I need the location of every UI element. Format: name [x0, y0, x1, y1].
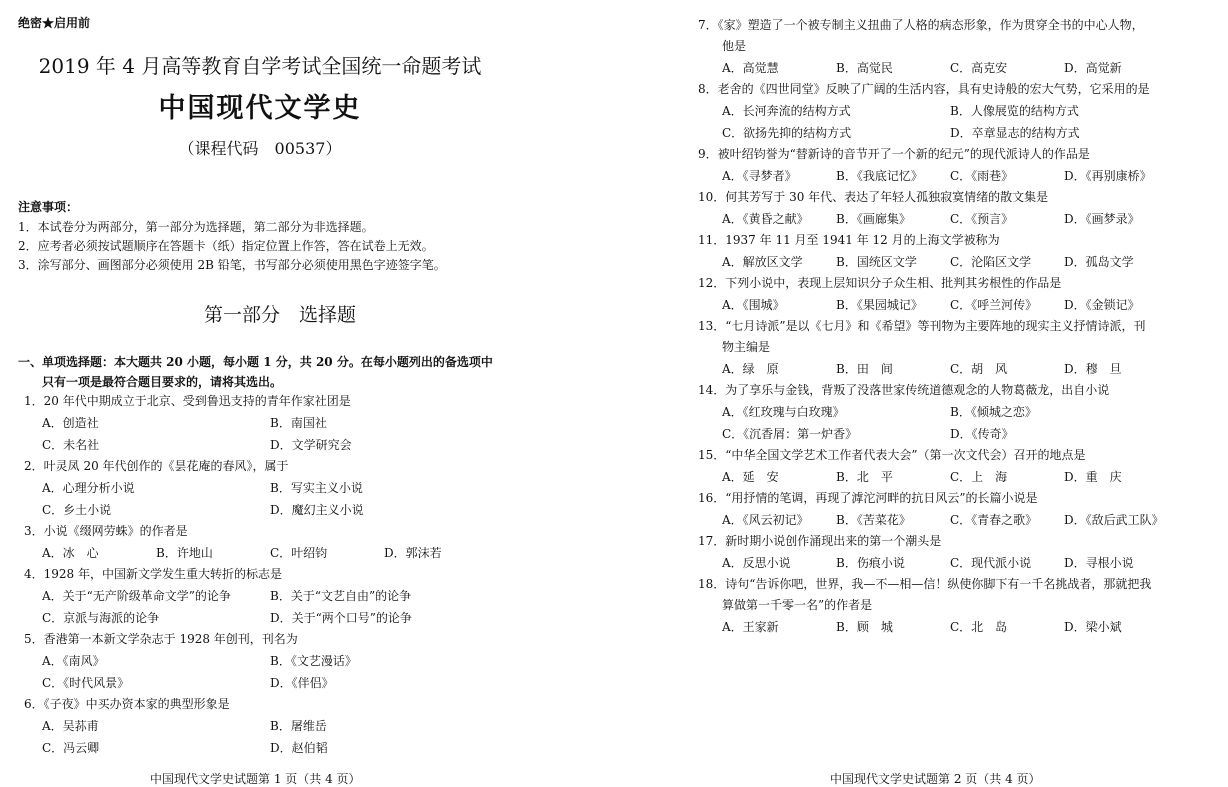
answer-option[interactable]: B．《我底记忆》 — [836, 169, 923, 183]
answer-option[interactable]: B．屠维岳 — [270, 719, 327, 733]
answer-option[interactable]: A．冰 心 — [42, 546, 99, 560]
answer-option[interactable]: B．顾 城 — [836, 620, 893, 634]
notes-list — [18, 218, 446, 275]
option-row — [698, 509, 1228, 531]
answer-option[interactable]: A．《围城》 — [722, 298, 785, 312]
question-stem: 16．“用抒情的笔调，再现了滹沱河畔的抗日风云”的长篇小说是 — [698, 491, 1038, 505]
answer-option[interactable]: D．《再别康桥》 — [1064, 169, 1152, 183]
answer-option[interactable]: C．高克安 — [950, 61, 1008, 75]
question-stem-continuation: 物主编是 — [722, 340, 771, 354]
answer-option[interactable]: C．欲扬先抑的结构方式 — [722, 126, 852, 140]
answer-option[interactable]: C．《雨巷》 — [950, 169, 1014, 183]
answer-option[interactable]: D．郭沫若 — [384, 546, 442, 560]
option-row — [698, 165, 1228, 187]
option-row — [698, 552, 1228, 574]
option-row — [24, 434, 544, 456]
section-heading — [18, 352, 518, 392]
option-row — [24, 715, 544, 737]
answer-option[interactable]: C．《沉香屑：第一炉香》 — [722, 427, 858, 441]
option-row — [24, 477, 544, 499]
answer-option[interactable]: D．梁小斌 — [1064, 620, 1122, 634]
option-row — [698, 358, 1228, 380]
answer-option[interactable]: A．《风云初记》 — [722, 513, 809, 527]
answer-option[interactable]: D．穆 旦 — [1064, 362, 1122, 376]
subject-title: 中国现代文学史 — [158, 93, 362, 124]
answer-option[interactable]: A．延 安 — [722, 470, 779, 484]
section-heading-line: 一、单项选择题：本大题共 20 小题，每小题 1 分，共 20 分。在每小题列出的备选项中 — [18, 355, 493, 369]
question-stem-continuation: 他是 — [722, 39, 747, 53]
right-page — [690, 0, 1228, 786]
answer-option[interactable]: D．寻根小说 — [1064, 556, 1134, 570]
answer-option[interactable]: C．京派与海派的论争 — [42, 611, 160, 625]
answer-option[interactable]: D．赵伯韬 — [270, 741, 328, 755]
option-row — [698, 423, 1228, 445]
option-row — [698, 401, 1228, 423]
part-title: 第一部分 选择题 — [203, 304, 356, 326]
page-footer: 中国现代文学史试题第 1 页（共 4 页） — [150, 772, 361, 786]
option-row — [698, 251, 1228, 273]
answer-option[interactable]: B．南国社 — [270, 416, 327, 430]
question-stem: 18．诗句“告诉你吧，世界，我—不—相—信！纵使你脚下有一千名挑战者，那就把我 — [698, 577, 1152, 591]
option-row — [698, 122, 1228, 144]
note-item: 1．本试卷分为两部分，第一部分为选择题，第二部分为非选择题。 — [18, 220, 374, 234]
question-stem: 8．老舍的《四世同堂》反映了广阔的生活内容，具有史诗般的宏大气势，它采用的是 — [698, 82, 1150, 96]
answer-option[interactable]: D．《金锁记》 — [1064, 298, 1140, 312]
question-list-left — [24, 391, 544, 759]
question-stem: 7．《家》塑造了一个被专制主义扭曲了人格的病态形象，作为贯穿全书的中心人物， — [698, 18, 1144, 32]
answer-option[interactable]: B．《画廊集》 — [836, 212, 911, 226]
answer-option[interactable]: A．王家新 — [722, 620, 779, 634]
answer-option[interactable]: C．上 海 — [950, 470, 1008, 484]
question-stem: 11．1937 年 11 月至 1941 年 12 月的上海文学被称为 — [698, 233, 1000, 247]
option-row — [24, 499, 544, 521]
answer-option[interactable]: A．《南风》 — [42, 654, 105, 668]
answer-option[interactable]: A．创造社 — [42, 416, 99, 430]
answer-option[interactable]: B．《文艺漫话》 — [270, 654, 357, 668]
question-stem: 15．“中华全国文学艺术工作者代表大会”（第一次文代会）召开的地点是 — [698, 448, 1086, 462]
option-row — [698, 466, 1228, 488]
answer-option[interactable]: C．北 岛 — [950, 620, 1008, 634]
question-stem: 6．《子夜》中买办资本家的典型形象是 — [24, 697, 230, 711]
question-stem: 13．“七月诗派”是以《七月》和《希望》等刊物为主要阵地的现实主义抒情诗派，刊 — [698, 319, 1146, 333]
question-list-right — [698, 15, 1228, 638]
answer-option[interactable]: D．卒章显志的结构方式 — [950, 126, 1080, 140]
question-stem: 1．20 年代中期成立于北京、受到鲁迅支持的青年作家社团是 — [24, 394, 351, 408]
note-item: 3．涂写部分、画图部分必须使用 2B 铅笔，书写部分必须使用黑色字迹签字笔。 — [18, 258, 446, 272]
answer-option[interactable]: D．重 庆 — [1064, 470, 1122, 484]
note-item: 2．应考者必须按试题顺序在答题卡（纸）指定位置上作答，答在试卷上无效。 — [18, 239, 434, 253]
answer-option[interactable]: D．文学研究会 — [270, 438, 352, 452]
answer-option[interactable]: A．反思小说 — [722, 556, 791, 570]
answer-option[interactable]: C．《呼兰河传》 — [950, 298, 1038, 312]
option-row — [698, 294, 1228, 316]
answer-option[interactable]: B．高觉民 — [836, 61, 893, 75]
question-stem-continuation: 算做第一千零一名”的作者是 — [722, 598, 873, 612]
answer-option[interactable]: C．现代派小说 — [950, 556, 1032, 570]
notes-title: 注意事项： — [18, 200, 79, 214]
exam-title: 2019 年 4 月高等教育自学考试全国统一命题考试 — [38, 54, 482, 78]
answer-option[interactable]: B．写实主义小说 — [270, 481, 363, 495]
answer-option[interactable]: A．绿 原 — [722, 362, 779, 376]
question-stem: 10．何其芳写于 30 年代、表达了年轻人孤独寂寞情绪的散文集是 — [698, 190, 1049, 204]
answer-option[interactable]: A．长河奔流的结构方式 — [722, 104, 851, 118]
option-row — [24, 412, 544, 434]
answer-option[interactable]: A．《红玫瑰与白玫瑰》 — [722, 405, 845, 419]
answer-option[interactable]: C．未名社 — [42, 438, 100, 452]
answer-option[interactable]: D．《伴侣》 — [270, 676, 334, 690]
answer-option[interactable]: C．胡 风 — [950, 362, 1008, 376]
answer-option[interactable]: A．心理分析小说 — [42, 481, 135, 495]
answer-option[interactable]: B．人像展览的结构方式 — [950, 104, 1079, 118]
option-row — [698, 208, 1228, 230]
answer-option[interactable]: B．《苦菜花》 — [836, 513, 911, 527]
answer-option[interactable]: B．关于“文艺自由”的论争 — [270, 589, 412, 603]
answer-option[interactable]: D．《画梦录》 — [1064, 212, 1140, 226]
option-row — [24, 585, 544, 607]
section-heading-line: 只有一项是最符合题目要求的，请将其选出。 — [42, 375, 283, 389]
answer-option[interactable]: D．魔幻主义小说 — [270, 503, 364, 517]
left-page — [0, 0, 560, 786]
option-row — [698, 616, 1228, 638]
answer-option[interactable]: C．《预言》 — [950, 212, 1014, 226]
answer-option[interactable]: B．国统区文学 — [836, 255, 917, 269]
question-stem: 5．香港第一本新文学杂志于 1928 年创刊，刊名为 — [24, 632, 298, 646]
answer-option[interactable]: D．《传奇》 — [950, 427, 1014, 441]
answer-option[interactable]: D．高觉新 — [1064, 61, 1122, 75]
answer-option[interactable]: B．《果园城记》 — [836, 298, 923, 312]
answer-option[interactable]: A．解放区文学 — [722, 255, 803, 269]
question-stem: 9．被叶绍钧誉为“替新诗的音节开了一个新的纪元”的现代派诗人的作品是 — [698, 147, 1090, 161]
answer-option[interactable]: A．《寻梦者》 — [722, 169, 797, 183]
question-stem: 14．为了享乐与金钱，背叛了没落世家传统道德观念的人物葛薇龙，出自小说 — [698, 383, 1110, 397]
answer-option[interactable]: A．《黄昏之献》 — [722, 212, 809, 226]
option-row — [24, 737, 544, 759]
question-stem: 12．下列小说中，表现上层知识分子众生相、批判其劣根性的作品是 — [698, 276, 1062, 290]
option-row — [24, 542, 544, 564]
option-row — [698, 57, 1228, 79]
page-footer: 中国现代文学史试题第 2 页（共 4 页） — [830, 772, 1041, 786]
option-row — [24, 650, 544, 672]
answer-option[interactable]: B．田 间 — [836, 362, 893, 376]
answer-option[interactable]: C．冯云卿 — [42, 741, 100, 755]
answer-option[interactable]: C．《时代风景》 — [42, 676, 130, 690]
question-stem: 2．叶灵凤 20 年代创作的《昙花庵的春风》，属于 — [24, 459, 289, 473]
answer-option[interactable]: B．许地山 — [156, 546, 213, 560]
answer-option[interactable]: C．乡土小说 — [42, 503, 112, 517]
answer-option[interactable]: C．《青春之歌》 — [950, 513, 1038, 527]
answer-option[interactable]: A．关于“无产阶级革命文学”的论争 — [42, 589, 231, 603]
answer-option[interactable]: B．北 平 — [836, 470, 893, 484]
answer-option[interactable]: A．吴荪甫 — [42, 719, 99, 733]
answer-option[interactable]: D．《敌后武工队》 — [1064, 513, 1164, 527]
question-stem: 3．小说《缀网劳蛛》的作者是 — [24, 524, 188, 538]
answer-option[interactable]: C．叶绍钧 — [270, 546, 328, 560]
question-stem: 4．1928 年，中国新文学发生重大转折的标志是 — [24, 567, 282, 581]
answer-option[interactable]: B．伤痕小说 — [836, 556, 905, 570]
question-stem: 17．新时期小说创作涌现出来的第一个潮头是 — [698, 534, 942, 548]
answer-option[interactable]: D．孤岛文学 — [1064, 255, 1134, 269]
answer-option[interactable]: D．关于“两个口号”的论争 — [270, 611, 412, 625]
top-secret-label: 绝密★启用前 — [18, 16, 91, 30]
answer-option[interactable]: B．《倾城之恋》 — [950, 405, 1037, 419]
course-code: （课程代码 00537） — [178, 139, 342, 158]
answer-option[interactable]: C．沦陷区文学 — [950, 255, 1032, 269]
option-row — [24, 607, 544, 629]
answer-option[interactable]: A．高觉慧 — [722, 61, 779, 75]
option-row — [698, 100, 1228, 122]
option-row — [24, 672, 544, 694]
